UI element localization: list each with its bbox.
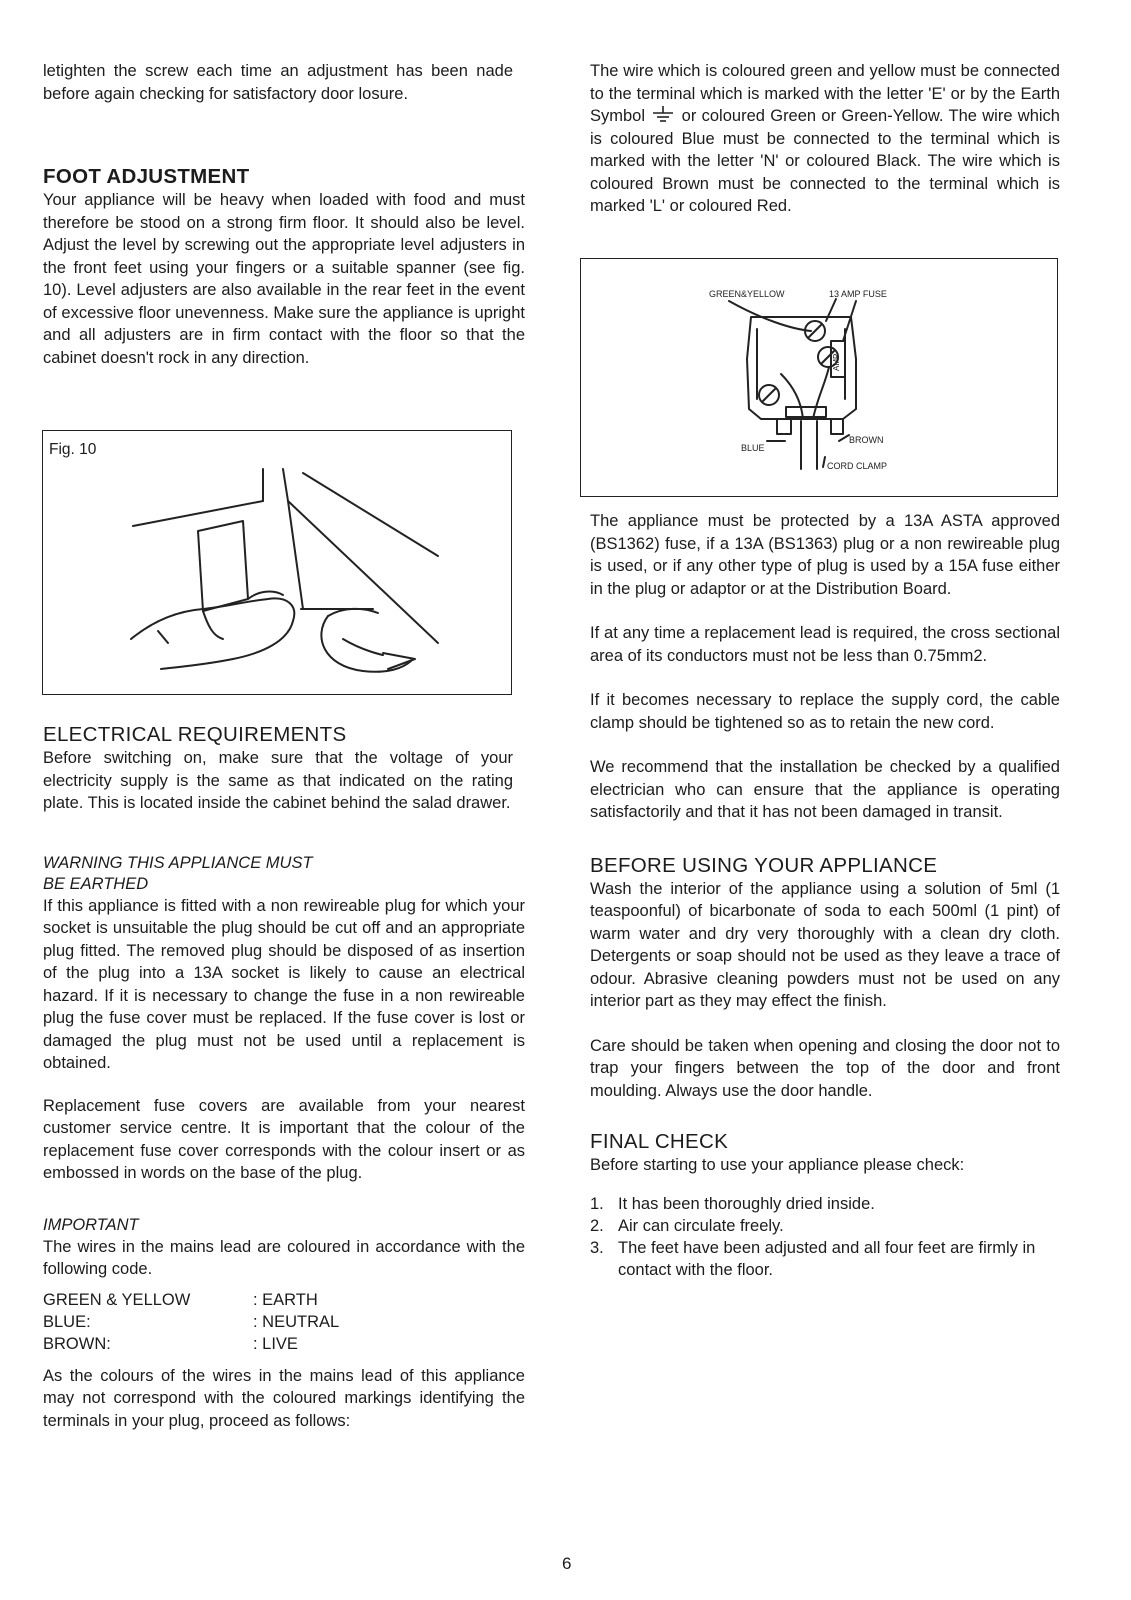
figure-10: [42, 430, 512, 695]
installation-check-text: We recommend that the installation be checked by a qualified electrician who can ensure that the appliance is operating satisfactorily and that it has not been damaged in transit.: [590, 758, 1060, 821]
replacement-fuse-text: Replacement fuse covers are available from your nearest customer service centre. It is important that the colour of the replacement fuse cover corresponds with the colour insert or as embossed in words on the base of the plug.: [43, 1096, 525, 1182]
door-care-text: Care should be taken when opening and closing the door not to trap your fingers between the top of the door and front moulding. Always use the door handle.: [590, 1036, 1060, 1100]
earth-wire-text-part1: The wire which is coloured green and yellow must be connected to the terminal which is marked with the letter 'E' or by the Earth Symbol: [590, 62, 1060, 125]
fuse-protection-text: The appliance must be protected by a 13A ASTA approved (BS1362) fuse, if a 13A (BS1363) plug or a non rewireable plug is used, or if any other type of plug is used by a 15A fuse either in the plug or adaptor or at the Distribution Board.: [590, 512, 1060, 598]
plug-wiring-figure: [580, 258, 1058, 497]
supply-cord-text: If it becomes necessary to replace the supply cord, the cable clamp should be tightened so as to retain the new cord.: [590, 691, 1060, 732]
right-column: [590, 60, 1080, 218]
earth-wire-text: [590, 60, 1060, 218]
plug-wiring-illustration: [581, 259, 1057, 496]
page-number: 6: [562, 1554, 572, 1573]
final-check-list: [590, 1193, 1080, 1281]
warning-heading-line1: WARNING THIS APPLIANCE MUST: [43, 853, 313, 872]
left-column-lower: [43, 723, 525, 1432]
final-check-intro: Before starting to use your appliance please check:: [590, 1156, 965, 1174]
list-item: 1. It has been thoroughly dried inside.: [590, 1194, 875, 1213]
electrical-requirements-heading: ELECTRICAL REQUIREMENTS: [43, 723, 347, 746]
foot-adjustment-heading: FOOT ADJUSTMENT: [43, 165, 250, 188]
wire-colour: BROWN:: [43, 1334, 111, 1353]
left-column: [43, 60, 525, 369]
list-item: 3. The feet have been adjusted and all four feet are firmly in contact with the floor.: [590, 1238, 1036, 1279]
plug-label-blue: BLUE: [741, 443, 765, 453]
wire-colour: GREEN & YELLOW: [43, 1290, 191, 1309]
warning-text: If this appliance is fitted with a non rewireable plug for which your socket is unsuitable the plug should be cut off and an appropriate plug fitted. The removed plug should be disposed of as insertion of the plug into a 13A socket is likely to cause an electrical hazard. If it is necessary to change the fuse in a non rewireable plug the fuse cover must be replaced. If the fuse cover is lost or damaged the plug must not be used until a replacement is obtained.: [43, 896, 525, 1072]
plug-label-cord-clamp: CORD CLAMP: [827, 461, 888, 471]
plug-label-brown: BROWN: [849, 435, 884, 445]
electrical-requirements-text: Before switching on, make sure that the voltage of your electricity supply is the same as that indicated on the rating plate. This is located inside the cabinet behind the salad drawer.: [43, 749, 513, 812]
colours-note-text: As the colours of the wires in the mains lead of this appliance may not correspond with the coloured markings identifying the terminals in your plug, proceed as follows:: [43, 1366, 525, 1430]
right-column-lower: [590, 510, 1080, 1281]
figure-10-label: Fig. 10: [49, 441, 97, 458]
plug-label-amp: AMP: [832, 353, 841, 371]
wire-colour: BLUE:: [43, 1312, 91, 1331]
wire-meaning: : LIVE: [253, 1334, 298, 1353]
wire-colour-table: [43, 1289, 525, 1355]
plug-label-green-yellow: GREEN&YELLOW: [709, 289, 785, 299]
foot-adjustment-text: Your appliance will be heavy when loaded with food and must therefore be stood on a strong firm floor. It should also be level. Adjust the level by screwing out the appropriate level adjusters in the front feet using your fingers or a suitable spanner (see fig. 10). Level adjusters are also available in the rear feet in the event of excessive floor unevenness. Make sure the appliance is upright and all adjusters are in firm contact with the floor so that the cabinet doesn't rock in any direction.: [43, 191, 525, 367]
before-using-text: Wash the interior of the appliance using a solution of 5ml (1 teaspoonful) of bicarbonate of soda to each 500ml (1 pint) of warm water and dry very thoroughly with a clean dry cloth. Detergents or soap should not be used as they leave a trace of odour. Abrasive cleaning powders must not be used on any interior part as they may effect the finish.: [590, 879, 1060, 1010]
important-heading: IMPORTANT: [43, 1215, 139, 1234]
before-using-heading: BEFORE USING YOUR APPLIANCE: [590, 853, 938, 877]
earth-symbol-icon: [650, 105, 676, 123]
list-item: 2. Air can circulate freely.: [590, 1216, 784, 1235]
plug-label-fuse: 13 AMP FUSE: [829, 289, 887, 299]
wire-meaning: : NEUTRAL: [253, 1312, 340, 1331]
earth-wire-text-part2: or coloured Green or Green-Yellow. The wire which is coloured Blue must be connected to the terminal which is marked with the letter 'N' or coloured Black. The wire which is coloured Brown must be connected to the terminal which is marked 'L' or coloured Red.: [590, 107, 1060, 215]
wire-meaning: : EARTH: [253, 1290, 318, 1309]
warning-heading-line2: BE EARTHED: [43, 874, 149, 893]
replacement-lead-text: If at any time a replacement lead is required, the cross sectional area of its conductors must not be less than 0.75mm2.: [590, 624, 1060, 665]
foot-adjuster-illustration: [43, 431, 511, 694]
final-check-heading: FINAL CHECK: [590, 1130, 729, 1153]
important-text: The wires in the mains lead are coloured in accordance with the following code.: [43, 1237, 525, 1278]
intro-paragraph: letighten the screw each time an adjustment has been nade before again checking for satisfactory door losure.: [43, 62, 513, 103]
